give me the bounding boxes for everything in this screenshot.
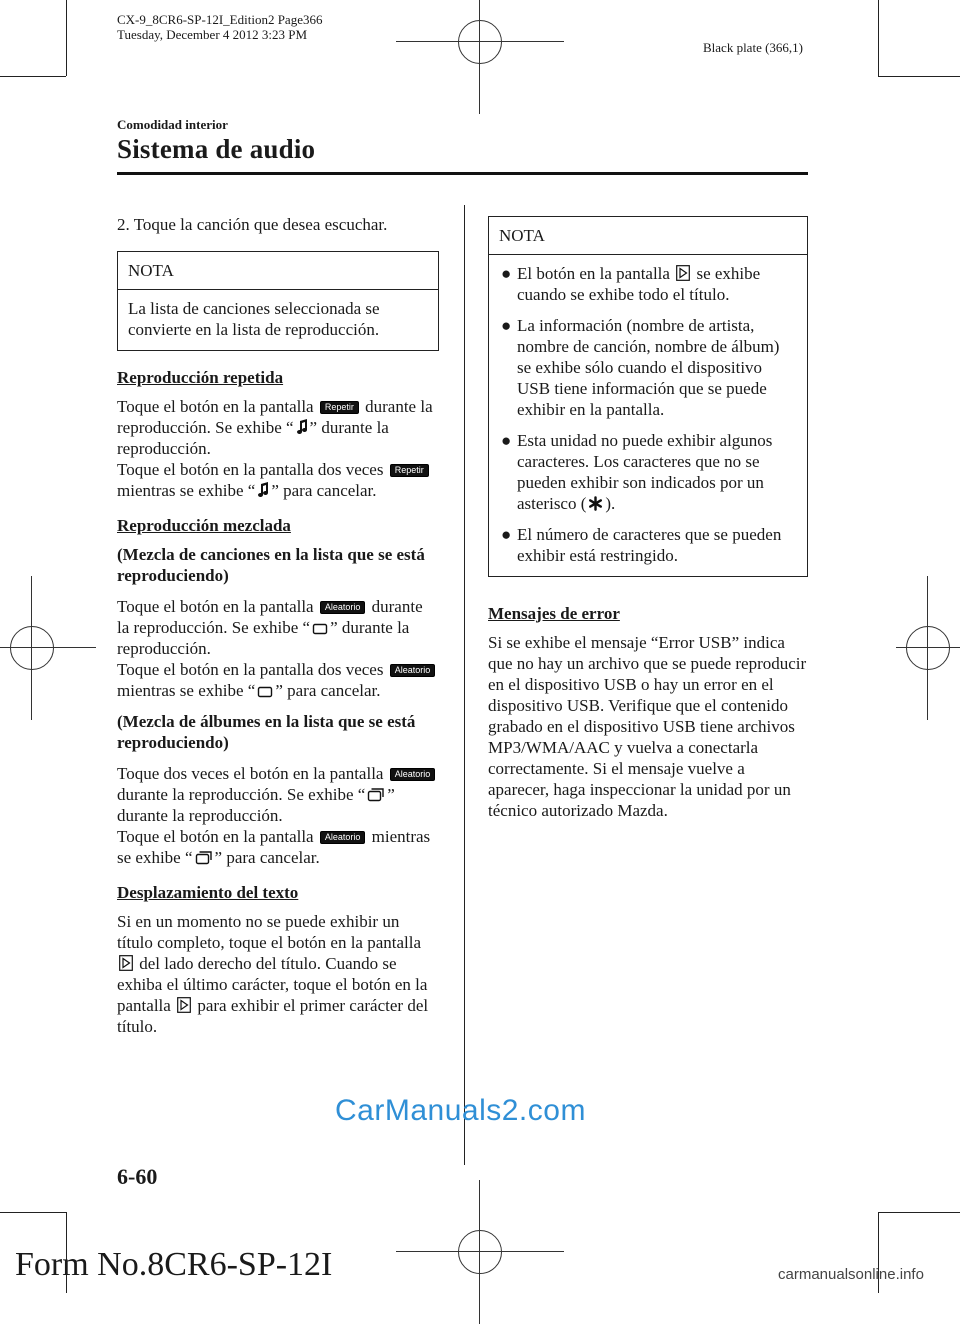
shuffle-album-icon (195, 849, 213, 865)
music-note-icon (296, 419, 308, 435)
scroll-arrow-icon[interactable] (119, 955, 133, 971)
column-divider (464, 205, 465, 1165)
errors-heading: Mensajes de error (488, 604, 620, 623)
scroll-paragraph: Si en un momento no se puede exhibir un título completo, toque el botón en la pantalla del lado derecho del título. Cuando se exhiba el último carácter, toque el botón en la pantalla para exhibir el primer carácter del título. (117, 912, 429, 1036)
note-list (499, 263, 797, 566)
note-heading: NOTA (489, 217, 807, 255)
note-item: ● La información (nombre de artista, nombre de canción, nombre de álbum) se exhibe sólo cuando el dispositivo USB tiene información que se puede exhibir en la pantalla. (501, 316, 780, 419)
crop-mark (0, 76, 66, 77)
shuffle-button[interactable]: Aleatorio (320, 831, 366, 844)
scroll-arrow-icon[interactable] (177, 997, 191, 1013)
registration-mark-bottom (448, 1220, 512, 1284)
registration-mark-left (0, 616, 64, 680)
crop-mark (66, 0, 67, 76)
plate-label: Black plate (366,1) (703, 40, 803, 55)
crop-mark (878, 0, 879, 76)
left-column (117, 214, 439, 1047)
note-item: ● El botón en la pantalla se exhibe cuando se exhibe todo el título. (501, 264, 761, 304)
note-box-right (488, 216, 808, 577)
note-heading: NOTA (118, 252, 438, 290)
shuffle-album-icon (367, 786, 385, 802)
page-title: Sistema de audio (117, 134, 316, 164)
note-body: La lista de canciones seleccionada se convierte en la lista de reproducción. (128, 299, 380, 339)
step-2: 2. Toque la canción que desea escuchar. (117, 215, 388, 234)
repeat-button[interactable]: Repetir (320, 401, 359, 414)
shuffle-button[interactable]: Aleatorio (320, 601, 366, 614)
shuffle-heading: Reproducción mezclada (117, 516, 291, 535)
shuffle-albums-paragraph: Toque dos veces el botón en la pantalla Aleatorio durante la reproducción. Se exhibe “ ” durante la reproducción. Toque el botón en la pantalla Aleatorio mientras se exhibe “ ” para cancelar. (117, 763, 439, 868)
shuffle-songs-paragraph: Toque el botón en la pantalla Aleatorio durante la reproducción. Se exhibe “ ” durante la reproducción. Toque el botón en la pantalla dos veces Aleatorio mientras se exhibe “ ” para cancelar. (117, 596, 439, 701)
watermark-carmanuals: CarManuals2.com (335, 1094, 586, 1127)
title-rule (117, 172, 808, 175)
asterisk-icon (588, 496, 603, 511)
shuffle-button[interactable]: Aleatorio (390, 664, 436, 677)
repeat-paragraph: Toque el botón en la pantalla Repetir durante la reproducción. Se exhibe “ ” durante la reproducción. Toque el botón en la pantalla dos veces Repetir mientras se exhibe “ ” para cancelar. (117, 397, 433, 500)
section-label: Comodidad interior (117, 117, 228, 132)
crop-mark (878, 76, 960, 77)
errors-paragraph: Si se exhibe el mensaje “Error USB” indica que no hay un archivo que se puede reproducir en el dispositivo USB o hay un error en el dispositivo USB. Verifique que el contenido grabado en el dispositivo USB tiene archivos MP3/WMA/AAC y vuelva a conectarla correctamente. Si el mensaje vuelve a aparecer, haga inspeccionar la unidad por un técnico autorizado Mazda. (488, 633, 807, 820)
crop-mark (0, 1212, 66, 1213)
right-column (488, 216, 808, 831)
repeat-heading: Reproducción repetida (117, 368, 284, 387)
shuffle-song-icon (312, 621, 328, 635)
note-item: ● Esta unidad no puede exhibir algunos caracteres. Los caracteres que no se pueden exhibir son indicados por un asterisco ( ). (501, 431, 773, 513)
page-number: 6-60 (117, 1164, 158, 1189)
shuffle-albums-subheading: (Mezcla de álbumes en la lista que se está reproduciendo) (117, 712, 416, 752)
date-line: Tuesday, December 4 2012 3:23 PM (117, 27, 308, 42)
file-info (117, 12, 322, 42)
repeat-button[interactable]: Repetir (390, 464, 429, 477)
crop-mark (878, 1212, 960, 1213)
file-line: CX-9_8CR6-SP-12I_Edition2 Page366 (117, 12, 323, 27)
note-item: ● El número de caracteres que se pueden exhibir está restringido. (501, 525, 782, 565)
shuffle-song-icon (257, 684, 273, 698)
form-number: Form No.8CR6-SP-12I (15, 1246, 333, 1283)
watermark-carmanualsonline: carmanualsonline.info (778, 1266, 924, 1283)
registration-mark-top (448, 10, 512, 74)
shuffle-button[interactable]: Aleatorio (390, 768, 436, 781)
shuffle-songs-subheading: (Mezcla de canciones en la lista que se está reproduciendo) (117, 545, 425, 585)
scroll-heading: Desplazamiento del texto (117, 883, 299, 902)
scroll-arrow-icon (676, 265, 690, 281)
music-note-icon (257, 482, 269, 498)
note-box-left (117, 251, 439, 351)
registration-mark-right (896, 616, 960, 680)
